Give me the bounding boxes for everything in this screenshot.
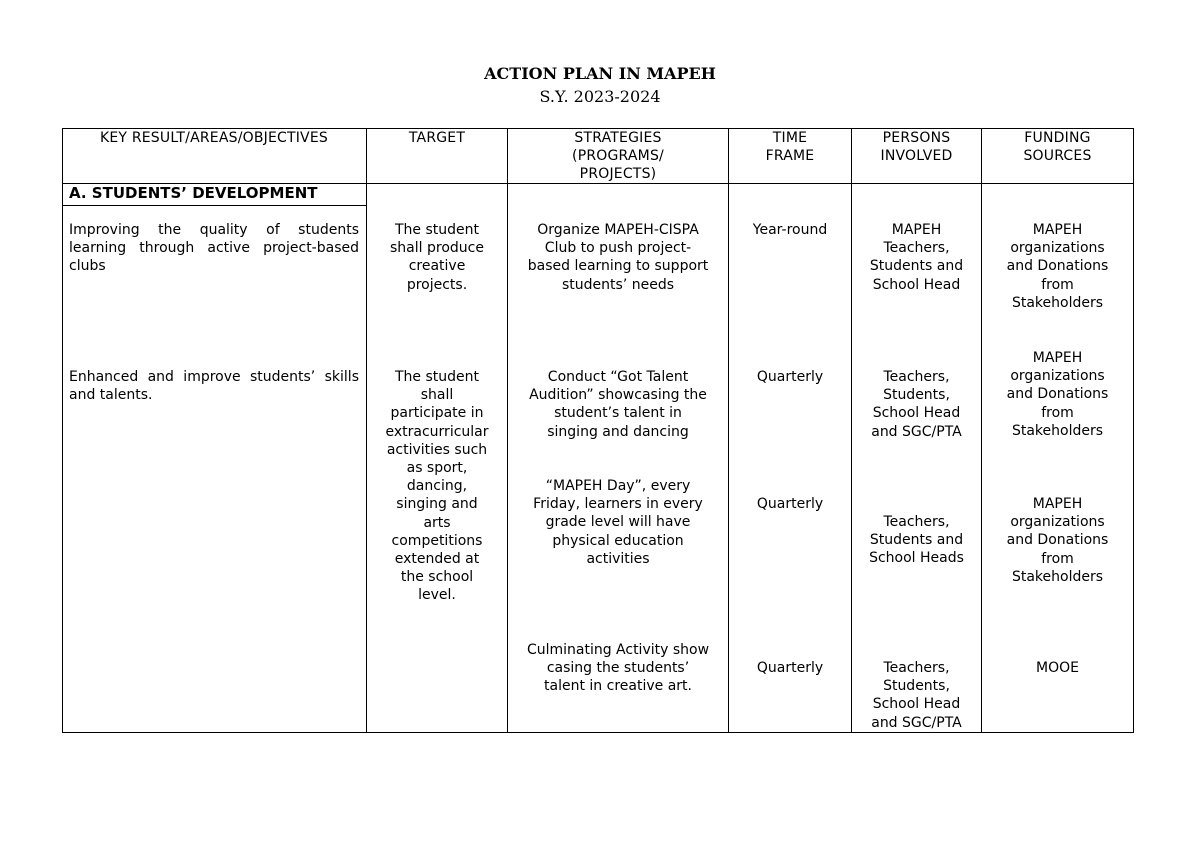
section-heading: A. STUDENTS’ DEVELOPMENT (69, 184, 318, 202)
persons-text: MAPEH Teachers, Students and School Head (869, 222, 964, 293)
column-divider (851, 128, 852, 733)
funding-text: MAPEH organizations and Donations from Stakeholders (1006, 496, 1109, 585)
document-subtitle: S.Y. 2023-2024 (539, 87, 661, 106)
time-frame-text: Quarterly (756, 369, 824, 385)
table-left-border (62, 128, 63, 733)
target-text: The student shall produce creative projects. (390, 222, 484, 293)
table-bottom-border (62, 732, 1134, 733)
target-text: The student shall participate in extracurricular activities such as sport, dancing, singing and arts competitions extended at the school level. (385, 369, 489, 604)
header-persons-involved: PERSONS INVOLVED (880, 130, 953, 165)
section-divider-line (62, 205, 367, 206)
header-funding-sources: FUNDING SOURCES (1023, 130, 1092, 165)
column-divider (366, 128, 367, 733)
strategy-text: Conduct “Got Talent Audition” showcasing the student’s talent in singing and dancing (529, 369, 707, 440)
funding-text: MOOE (1036, 660, 1079, 676)
persons-text: Teachers, Students, School Head and SGC/PTA (871, 369, 962, 440)
time-frame-text: Quarterly (756, 496, 824, 512)
strategy-text: Organize MAPEH-CISPA Club to push project- based learning to support students’ needs (527, 222, 709, 293)
funding-text: MAPEH organizations and Donations from Stakeholders (1006, 350, 1109, 439)
header-target: TARGET (408, 130, 466, 146)
header-strategies: STRATEGIES (PROGRAMS/ PROJECTS) (572, 130, 664, 183)
strategy-text: Culminating Activity show casing the students’ talent in creative art. (526, 642, 710, 695)
table-right-border (1133, 128, 1134, 733)
document-title: ACTION PLAN IN MAPEH (484, 64, 716, 83)
column-divider (507, 128, 508, 733)
strategy-text: “MAPEH Day”, every Friday, learners in every grade level will have physical education activities (533, 478, 703, 567)
header-key-result: KEY RESULT/AREAS/OBJECTIVES (100, 130, 328, 146)
time-frame-text: Quarterly (756, 660, 824, 676)
objective-text: Enhanced and improve students’ skills and talents. (69, 369, 359, 404)
objective-text: Improving the quality of students learning through active project-based clubs (69, 222, 359, 275)
funding-text: MAPEH organizations and Donations from Stakeholders (1006, 222, 1109, 311)
column-divider (981, 128, 982, 733)
time-frame-text: Year-round (752, 222, 828, 238)
persons-text: Teachers, Students and School Heads (869, 514, 964, 567)
column-divider (728, 128, 729, 733)
persons-text: Teachers, Students, School Head and SGC/PTA (871, 660, 962, 731)
header-time-frame: TIME FRAME (765, 130, 815, 165)
